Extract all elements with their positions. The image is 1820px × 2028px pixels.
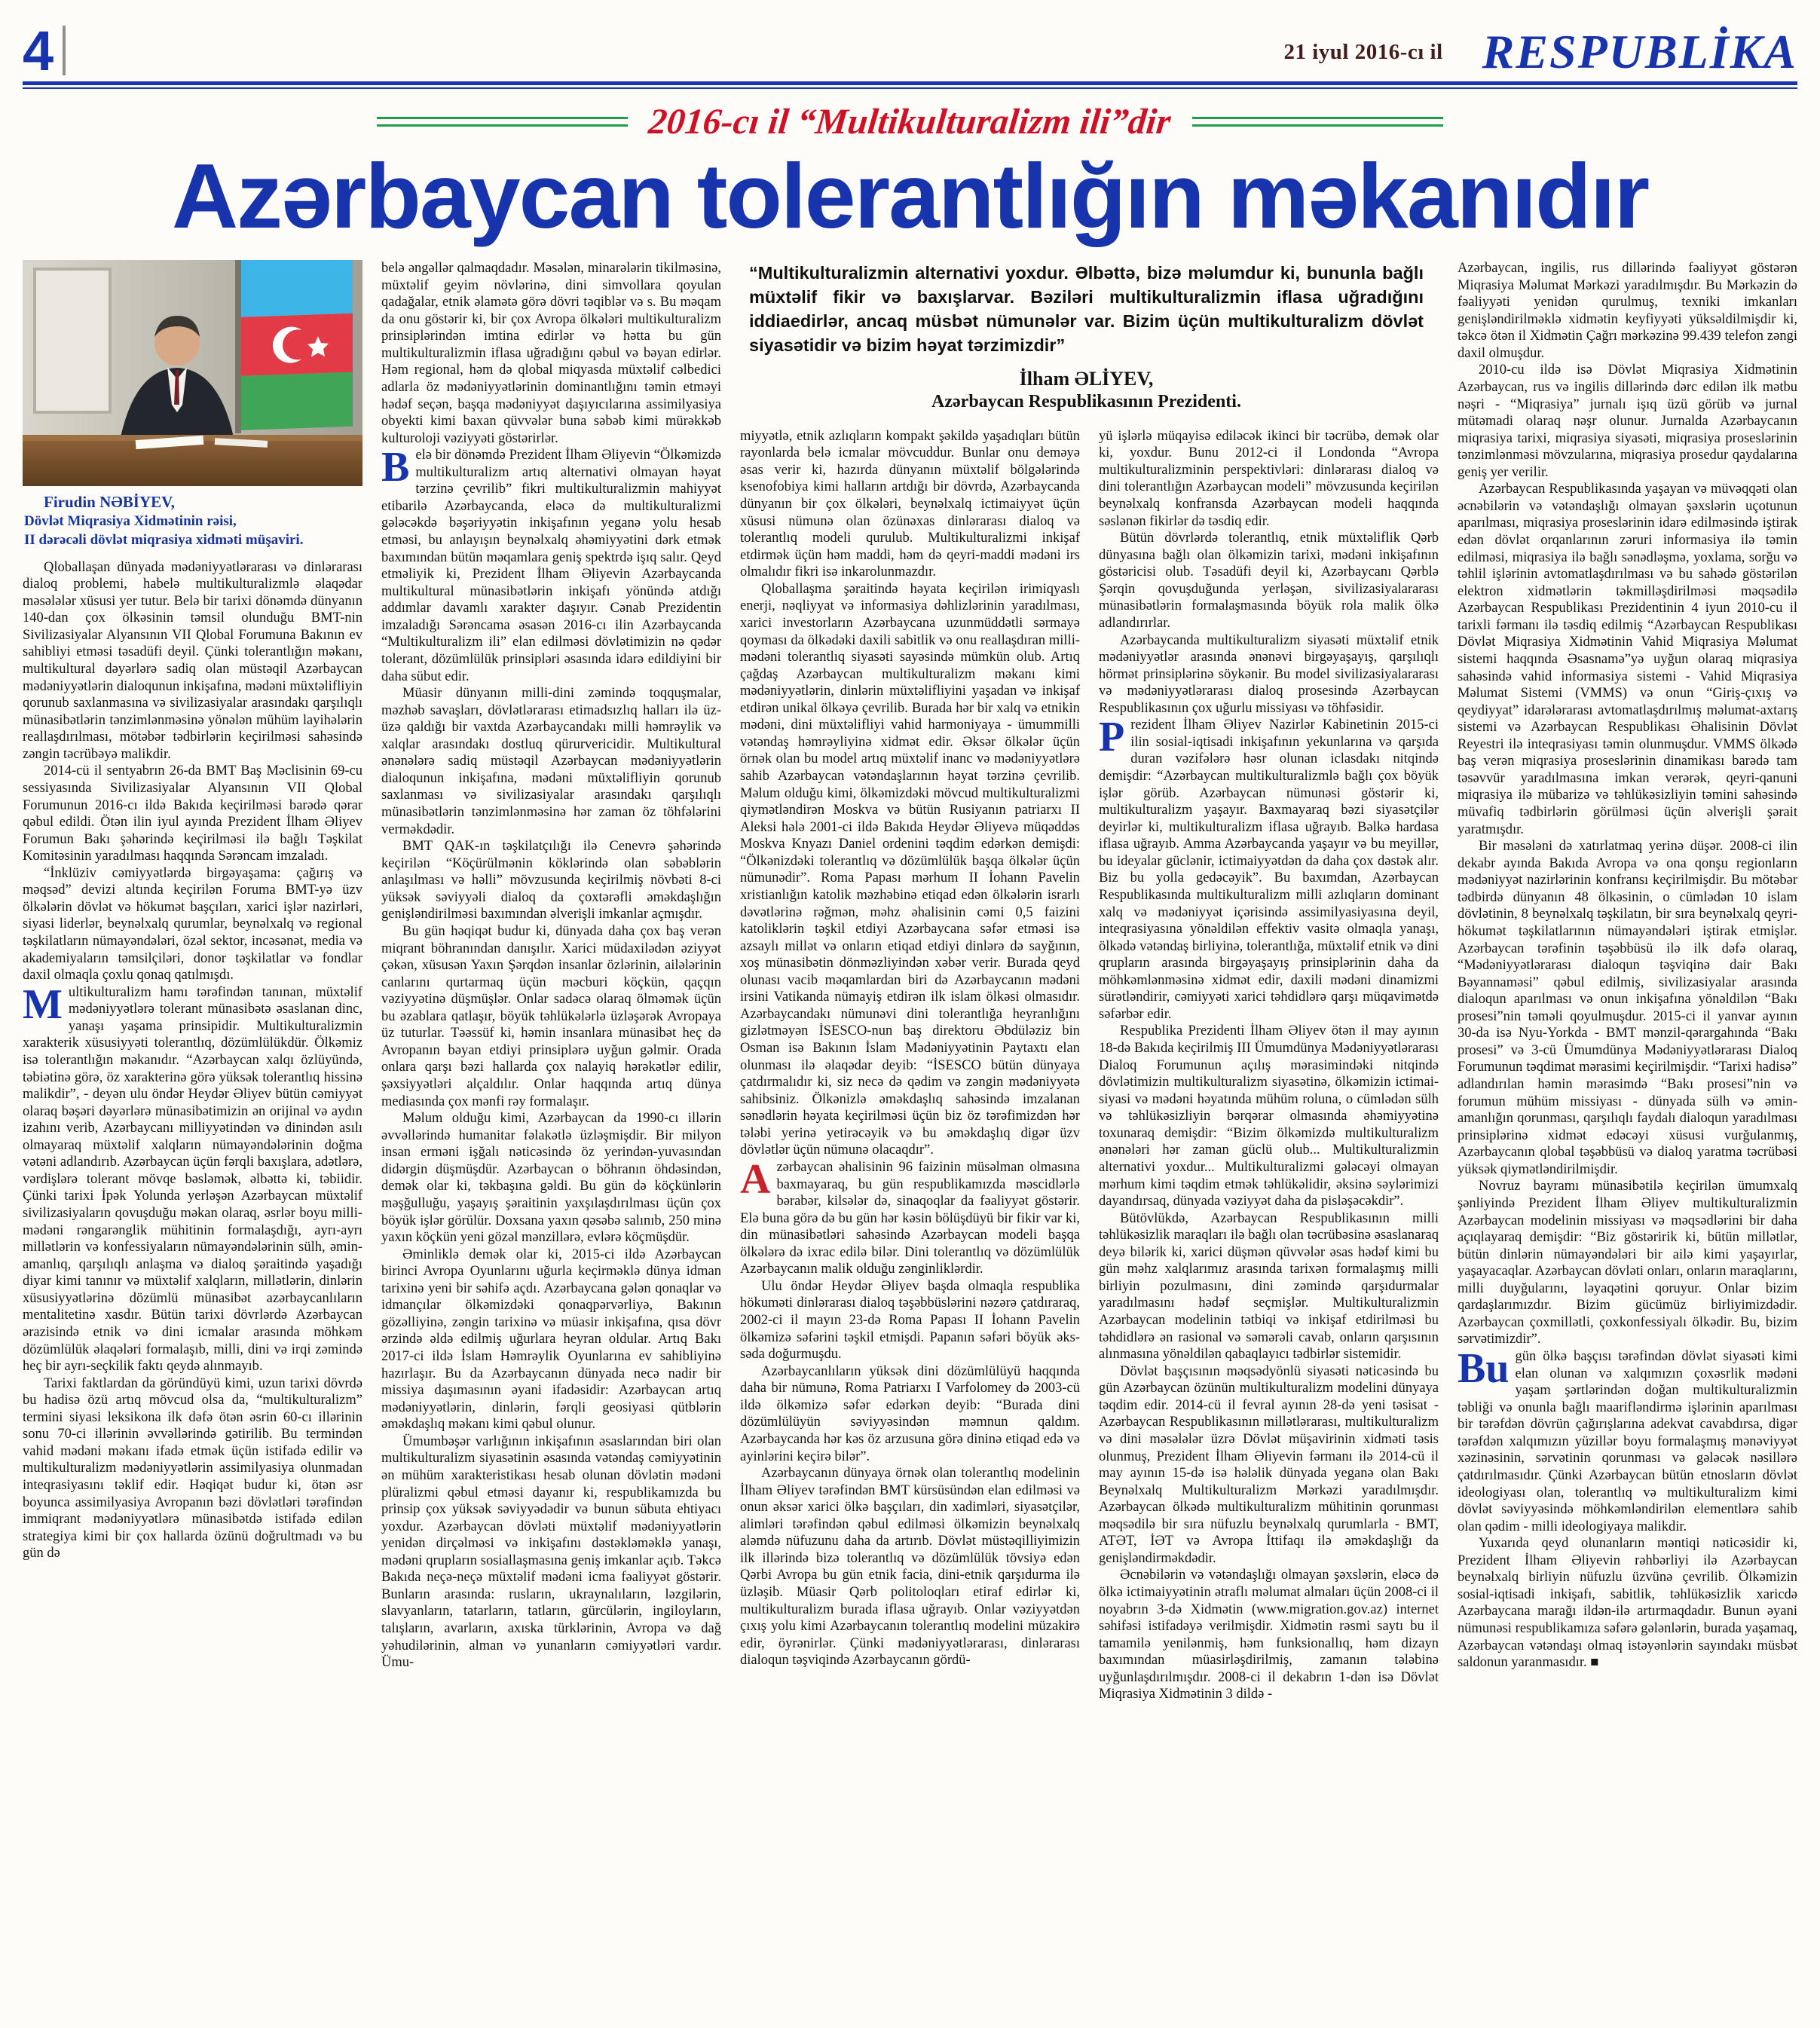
column-4 — [1099, 428, 1439, 2016]
body-paragraph: Yuxarıda qeyd olunanların məntiqi nəticəsidir ki, Prezident İlham Əliyevin rəhbərliyi ilə Azərbaycan beynəlxalq birliyin nüfuzlu üzvünə çevrilib. Ölkəmizin sosial-iqtisadi inkişafı, sabitlik, təhlükəsizlik xaricdə Azərbaycana marağı ildən-ilə artırmaqdadır. Bunun əyani nümunəsi respublikamıza səfərə gələnlərin, burada yaşamaq, Azərbaycan vətəndaşı olmaq istəyənlərin sayındakı müsbət saldonun yaranmasıdır. ■ — [1458, 1536, 1797, 1671]
body-paragraph: Müasir dünyanın milli-dini zəmində toqquşmalar, məzhəb savaşları, dövlətlərarası etimadsızlıq halları ilə üz-üzə qaldığı bir vaxtda Azərbaycandakı milli həmrəylik və xalqlar arasındakı dostluq qürurvericidir. Multikultural ənənələrə sadiq müstəqil Azərbaycan mədəniyyətlərin dialoqunun inkişafına, mədəni müxtəlifliyin qorunub saxlanması və sivilizasiyalar arasındakı qarşılıqlı münasibətlərin tənzimlənməsinə hər zaman öz töhfələrini verməkdədir. — [381, 686, 721, 837]
body-paragraph: Tarixi faktlardan da göründüyü kimi, uzun tarixi dövrdə bu hadisə özü artıq mövcud olsa da, “multikulturalizm” termini siyasi leksikona ilk dəfə ötən əsrin 60-cı illərinin sonu 70-ci illərinin əvvəllərində gətirilib. Bu termindən vahid mədəni məkanı ifadə etmək üçün istifadə edilir və multikulturalizm mədəniyyətlərin assimilyasiya olunmadan inteqrasiyasını təklif edir. Həqiqət budur ki, ötən əsr boyunca assimilyasiya Avropanın bəzi dövlətləri tərəfindən immiqrant mədəniyyətlərə münasibətdə istifadə edilən strategiya kimi bir çox hallarda özünü doğrultmadı və bu gün də — [23, 1375, 362, 1562]
drop-cap: Bu — [1458, 1345, 1510, 1392]
kicker-rule-right — [1192, 117, 1443, 127]
quote-text: “Multikulturalizmin alternativi yoxdur. Əlbəttə, bizə məlumdur ki, bununla bağlı müxtəlif fikir və baxışlarvar. Bəziləri multikulturalizmin iflasa uğradığını iddiaedirlər, ancaq müsbət nümunələr var. Bizim üçün multikulturalizm dövlət siyasətidir və bizim həyat tərzimizdir” — [749, 263, 1424, 355]
kicker-rule-left — [377, 117, 628, 127]
kicker-row — [377, 101, 1443, 142]
azerbaijani-flag — [235, 260, 353, 433]
caption-role-line: Dövlət Miqrasiya Xidmətinin rəisi, — [24, 513, 237, 530]
body-paragraph: 2014-cü il sentyabrın 26-da BMT Baş Məclisinin 69-cu sessiyasında Sivilizasiyalar Alyansının VII Qlobal Forumunun 2016-cı ildə Bakıda keçirilməsi barədə qərar qəbul edildi. Ötən ilin iyul ayında Prezident İlham Əliyev Forumun Bakı şəhərində keçirilməsi ilə bağlı Təşkilat Komitəsinin yaradılması haqqında Sərəncam imzaladı. — [23, 763, 362, 864]
page-number: 4 — [23, 19, 54, 82]
column-5 — [1458, 260, 1797, 2016]
body-paragraph: 2010-cu ildə isə Dövlət Miqrasiya Xidmətinin Azərbaycan, rus və ingilis dillərində dərc edilən ilk mətbu nəşri - “Miqrasiya” jurnalı işıq üzü görüb və jurnal mütəmadi olaraq nəşr olunur. Jurnalda Azərbaycanın miqrasiya tarixi, miqrasiya siyasəti, miqrasiya proseslərinin tənzimlənməsi mövzularına, miqrasiya prosedur qaydalarına geniş yer verilir. — [1458, 362, 1797, 480]
middle-columns — [740, 428, 1439, 2016]
body-paragraph: Belə bir dönəmdə Prezident İlham Əliyevin “Ölkəmizdə multikulturalizm artıq alternativi olmayan həyat tərzinə çevrilib” fikri multikulturalizmin mahiyyət etibarilə Azərbaycanda, eləcə də multikulturalizmi gələcəkdə bəşəriyyətin inkişafının yeganə yolu hesab etməsi, bu anlayışın beynəlxalq əhəmiyyətini dərk etmək baxımından bütün məqamlara geniş spektrdə işıq salır. Qeyd etməliyik ki, Prezident İlham Əliyevin Azərbaycanda multikultural münasibətlərin inkişafı yönündə atdığı addımlar davamlı xarakter daşıyır. Cənab Prezidentin imzaladığı Sərəncama əsasən 2016-cı ilin Azərbaycanda “Multikulturalizm ili” elan edilməsi dövlətimizin nə qədər tolerant, dözümlülük prinsipləri əsasında idarə edildiyini bir daha sübut edir. — [381, 444, 721, 684]
body-paragraph: yü işlərlə müqayisə ediləcək ikinci bir təcrübə, demək olar ki, yoxdur. Bunu 2012-ci il Londonda “Avropa multikulturalizminin perspektivləri: dinlərarası dialoq və dini tolerantlığın Azərbaycan modeli” mövzusunda keçirilən beynəlxalq konfransda Azərbaycan modeli haqqında səslənən fikirlər də təsdiq edir. — [1099, 428, 1439, 529]
page-number-divider — [63, 26, 66, 75]
quote-author: İlham ƏLİYEV, — [1019, 367, 1154, 390]
header-right — [1283, 25, 1797, 79]
photo-firudin-nabiyev — [23, 260, 362, 486]
drop-cap: A — [740, 1155, 771, 1203]
body-paragraph: “İnklüziv cəmiyyətlərdə birgəyaşama: çağırış və məqsəd” devizi altında keçirilən Foruma BMT-yə üzv ölkələrin dövlət və hökumət başçıları, xarici işlər nazirləri, siyasi liderlər, beynəlxalq qurumlar, beynəlxalq və regional təşkilatların nümayəndələri, özəl sektor, incəsənət, media və akademiyaların təmsilçiləri, donor təşkilatlar və fondlar daxil olmaqla çoxlu qonaq qatılmışdı. — [23, 865, 362, 983]
body-paragraph: Multikulturalizm hamı tərəfindən tanınan, müxtəlif mədəniyyətlərə tolerant münasibətə əsaslanan dinc, yanaşı yaşama prinsipidir. Multikulturalizmin xarakterik xüsusiyyəti tolerantlıq, dözümlülükdür. Ölkəmiz isə tolerantlığın məkanıdır. “Azərbaycan xalqı özlüyündə, təbiətinə görə, öz xarakterinə görə yüksək tolerantlıq hissinə malikdir”, - deyən ulu öndər Heydər Əliyev bütün cəmiyyət olaraq bəşəri dəyərlərə münasibətimizin ən orijinal və aydın izahını verib, Azərbaycanı milliyyətindən və dinindən asılı olmayaraq müxtəlif xalqların nümayəndələrinin doğma vətəni adlandırıb. Azərbaycan üçün fərqli baxışlara, adətlərə, vərdişlərə tolerant mövqe bəsləmək, əlbəttə ki, təbiidir. Çünki tarixi İpək Yolunda yerləşən Azərbaycan müxtəlif sivilizasiyaların qovuşduğu məkan olaraq, əsrlər boyu milli-mədəni rəngarənglik mühitinin formalaşdığı, ayrı-ayrı millətlərin və konfessiyaların nümayəndələrinin sülh, əmin-amanlıq, qarşılıqlı anlaşma və dialoq şəraitində yaşadığı diyar kimi tanınır və müxtəlif xalqların, millətlərin, dinlərin xüsusiyyətlərinə dözümlü münasibət azərbaycanlıların mentalitetinə xasdır. Bütün tarixi dövrlərdə Azərbaycan ərazisində etnik və dini icmalar arasında möhkəm dözümlülük əlaqələri formalaşıb, milli, dini və irqi zəmində heç bir ayrı-seçkilik faktı qeydə alınmayıb. — [23, 980, 362, 1375]
body-paragraph: Bu gün həqiqət budur ki, dünyada daha çox baş verən miqrant böhranından danışılır. Xarici müdaxilədən əziyyət çəkən, xüsusən Yaxın Şərqdən insanlar özlərinin, ailələrinin canlarını qurtarmaq üçün məcburi köçkün, qaçqın vəziyyətinə düşmüşlər. Onlar sadəcə olaraq ölməmək üçün bu əzablara qatlaşır, böyük təhlükələrlə üzləşərək Avropaya üz tuturlar. Təəssüf ki, həmin insanlara münasibət heç də Avropanın bəyan etdiyi prinsiplərə uyğun gəlmir. Orada onlara qarşı bəzi hallarda çox nalayiq hərəkətlər edilir, şəxsiyyətləri alçaldılır. Onlar haqqında artıq dünya mediasında çox mənfi rəy formalaşır. — [381, 923, 721, 1109]
body-paragraph: Əminliklə demək olar ki, 2015-ci ildə Azərbaycan birinci Avropa Oyunlarını uğurla keçirməklə dünya idman tarixinə yeni bir səhifə açdı. Azərbaycana gələn qonaqlar və idmançılar ölkəmizdəki qonaqpərvərliyə, Bakının gözəlliyinə, zəngin tarixinə və müasir inkişafına, qısa dövr ərzində əldə edilmiş uğurlara heyran oldular. Artıq Bakı 2017-ci ildə İslam Həmrəylik Oyunlarına ev sahibliyinə hazırlaşır. Bu da Azərbaycanın dünyada necə nadir bir missiya daşımasının əyani ifadəsidir: Azərbaycan artıq mədəniyyətlərin, dinlərin, fərqli geosiyasi qütblərin əməkdaşlıq məkanı kimi qəbul olunur. — [381, 1246, 721, 1433]
body-paragraph: Azərbaycanın dünyaya örnək olan tolerantlıq modelinin İlham Əliyev tərəfindən BMT kürsüsündən elan edilməsi və onun əksər xarici ölkə başçıları, din xadimləri, siyasətçilər, alimləri tərəfindən qəbul edilməsi ölkəmizin beynəlxalq aləmdə nüfuzunu daha da artırıb. Dövlət müstəqilliyimizin ilk illərində bizə tolerantlıq və dözümlülük tövsiyə edən Qərbi Avropa bu gün etnik facia, dini-etnik qarşıdurma ilə üzləşib. Müasir Qərb politoloqları etiraf edirlər ki, multikulturalizm burada iflasa uğrayıb. Onlar vəziyyətdən çıxış yolu kimi Azərbaycanın tolerantlıq modelini müzakirə edir, öyrənirlər. Çünki mədəniyyətlərarası, dinlərarası dialoqun təşviqində Azərbaycanın gördü- — [740, 1466, 1080, 1669]
body-paragraph: Qloballaşma şəraitində həyata keçirilən irimiqyaslı enerji, nəqliyyat və informasiya dəhlizlərinin yaradılması, xarici investorların Azərbaycana uzunmüddətli sərmayə qoyması da ölkədəki daxili sabitlik və onu reallaşdıran milli-mədəni tolerantlıq siyasəti sayəsində mümkün olub. Artıq çağdaş Azərbaycan multikulturalizm məkanı kimi mədəniyyətlərin, dinlərin müxtəlifliyini yaşadan və inkişaf etdirən unikal ölkəyə çevrilib. Burada hər bir xalq və etnikin mədəni, dini müxtəlifliyi vahid harmoniyaya - ümummilli vətəndaş həmrəyliyinə xidmət edir. Əksər ölkələr üçün örnək olan bu model artıq müxtəlif inanc və mədəniyyətlərə sahib Azərbaycan vətəndaşlarının həyat tərzinə çevrilib. Məlum olduğu kimi, ölkəmizdəki mövcud multikulturalizmi qiymətləndirən Moskva və bütün Rusiyanın patriarxı II Aleksi hələ 2001-ci ildə Bakıda Heydər Əliyevə müqəddəs Moskva Knyazı Daniel ordenini təqdim edərkən demişdi: “Ölkənizdəki tolerantlıq və dözümlülük başqa ölkələr üçün nümunədir”. Roma Papası mərhum II İohann Pavelin xristianlığın katolik məzhəbinə etiqad edən ölkələrin israrlı dəvətlərinə rəğmən, məhz əhalisinin cəmi 0,5 faizini katoliklərin təşkil etdiyi Azərbaycana səfər etməsi isə azsaylı millət və onların etiqad etdiyi dinlərə də sayğının, xoş münasibətin dönməzliyindən xəbər verir. Burada qeyd olunası vacib məqamlardan biri də Azərbaycanın mədəni irsini Vatikanda nümayiş etdirən ilk islam ölkəsi olmasıdır. Azərbaycandakı nümunəvi dini tolerantlığa heyranlığını gizlətməyən İSESCO-nun baş direktoru Əbdüləziz bin Osman isə Bakının İslam Mədəniyyətinin Paytaxtı elan olunması ilə əlaqədar deyib: “İSESCO bütün dünyaya çatdırmalıdır ki, siz necə də qədim və zəngin mədəniyyətə sahibsiniz. Ölkənizlə əməkdaşlıq sahəsində imzalanan sənədlərin həyata keçirilməsi üçün biz öz tərəfimizdən hər tələbi yerinə yetirəcəyik və bu əməkdaşlıq digər üzv dövlətlər üçün nümunə olacaqdır”. — [740, 581, 1080, 1158]
drop-cap: M — [23, 980, 63, 1028]
caption-name: Firudin NƏBİYEV, — [44, 493, 175, 511]
body-paragraph: Novruz bayramı münasibətilə keçirilən ümumxalq şənliyində Prezident İlham Əliyev multikulturalizmin Azərbaycan modelinin missiyası və məqsədlərini bir daha açıqlayaraq demişdir: “Biz göstəririk ki, bütün millətlər, bütün dinlərin nümayəndələri bir ailə kimi yaşayırlar, yaşayacaqlar. Azərbaycan dövləti onları, onların maraqlarını, milli duyğularını, ləyaqətini qoruyur. Onlar bizim qardaşlarımızdır. Bizim gücümüz birliyimizdədir. Azərbaycan çoxmillətli, çoxkonfessiyalı ölkədir. Bu, bizim sərvətimizdir”. — [1458, 1179, 1797, 1347]
body-paragraph: Əcnəbilərin və vətəndaşlığı olmayan şəxslərin, eləcə də ölkə ictimaiyyətinin ətraflı məlumat almaları üçün 2008-ci il noyabrın 3-də Xidmətin (www.migration.gov.az) internet səhifəsi istifadəyə verilmişdir. Xidmətin rəsmi saytı bu il tamamilə yenilənmiş, həm funksionallıq, həm dizayn baxımından müasirləşdirilmiş, zamanın tələbinə uyğunlaşdırılmışdır. 2008-ci il dekabrın 1-dən isə Dövlət Miqrasiya Xidmətinin 3 dildə - — [1099, 1568, 1439, 1702]
body-paragraph: Azərbaycan Respublikasında yaşayan və müvəqqəti olan əcnəbilərin və vətəndaşlığı olmayan şəxslərin uçotunun aparılması, miqrasiya proseslərinin idarə edilməsində iştirak edən dövlət orqanlarının zəruri informasiya ilə təmin edilməsi, miqrasiya ilə bağlı sənədləşmə, yoxlama, sorğu və təhlil işlərinin avtomatlaşdırılması və bu sahədə göstərilən elektron xidmətlərin təkmilləşdirilməsi məqsədilə Azərbaycan Respublikası Prezidentinin 4 iyun 2010-cu il tarixli fərmanı ilə təsdiq edilmiş “Azərbaycan Respublikası Dövlət Miqrasiya Xidmətinin Vahid Miqrasiya Məlumat sistemi haqqında Əsasnamə”yə uyğun olaraq miqrasiya sahəsində vahid informasiya sistemi - Vahid Miqrasiya Məlumat Sistemi (VMMS) və onun “Giriş-çıxış və qeydiyyat” idarələrarası avtomatlaşdırılmış məlumat-axtarış sistemi və Azərbaycan Respublikası Əhalisinin Dövlət Reyestri ilə inteqrasiyası təmin olunmuşdur. VMMS ölkədə baş verən miqrasiya proseslərinin dinamikası barədə tam təsəvvür yaradılmasına imkan verərək, qeyri-qanuni miqrasiya ilə mübarizə və təhlükəsizliyin təmini sahəsində müvafiq tədbirlərin görülməsi üçün əlverişli şərait yaratmışdır. — [1458, 482, 1797, 837]
body-paragraph: Ümumbəşər varlığının inkişafının əsaslarından biri olan multikulturalizm siyasətinin əsasında vətəndaş cəmiyyətinin ən mühüm xarakteristikası hesab olunan dövlətin mədəni plüralizmi qəbul etməsi dayanır ki, respublikamızda bu prinsip çox yüksək səviyyədədir və bunun sübuta ehtiyacı yoxdur. Azərbaycan dövləti müxtəlif mədəniyyətlərin yenidən dirçəlməsi və inkişafını dəstəkləməklə yanaşı, mədəni qrupların sosiallaşmasına geniş imkanlar açıb. Təkcə Bakıda neçə-neçə müxtəlif mədəni icma fəaliyyət göstərir. Bunların arasında: rusların, ukraynalıların, ləzgilərin, slavyanların, tatarların, tatların, gürcülərin, ingiloyların, talışların, avarların, axıska türklərinin, Avropa və dağ yəhudilərinin, alman və yunanların cəmiyyətləri vardır. Ümu- — [381, 1433, 721, 1671]
window — [35, 269, 110, 412]
body-paragraph: Bu gün ölkə başçısı tərəfindən dövlət siyasəti kimi elan olunan və xalqımızın çoxəsrlik mədəni yaşam şərtlərindən doğan multikulturalizmin təbliği və onunla bağlı maarifləndirmə işlərinin aparılması bir tərəfdən dövrün çağırışlarına adekvat cavabdırsa, digər tərəfdən xalqımızın yüzillər boyu formalaşmış mənəviyyət xəzinəsinin, sərvətinin qorunması və gələcək nəsillərə çatdırılmasıdır. Çünki Azərbaycan bütün etnosların dövlət ideologiyası olan, tolerantlıq və multikulturalizm kimi dövlət səviyyəsində möhkəmləndirilən elementlərə sahib olan qədim - milli ideologiyaya malikdir. — [1458, 1345, 1797, 1534]
body-paragraph: BMT QAK-ın təşkilatçılığı ilə Cenevrə şəhərində keçirilən “Köçürülmənin köklərində olan səbəblərin anlaşılması və həlli” mövzusunda keçirilmiş növbəti 8-ci yüksək səviyyəli dialoq da çoxtərəfli əməkdaşlığın genişləndirilməsi baxımından əlverişli imkanlar açmışdır. — [381, 839, 721, 922]
body-paragraph: Bir məsələni də xatırlatmaq yerinə düşər. 2008-ci ilin dekabr ayında Bakıda Avropa və ona qonşu regionların mədəniyyət nazirlərinin konfransı keçirilmişdir. Bu mötəbər tədbirdə dünyanın 48 ölkəsinin, o cümlədən 10 islam dövlətinin, 8 beynəlxalq təşkilatın, bir sıra beynəlxalq qeyri-hökumət təşkilatlarının nümayəndələri iştirak etmişlər. Azərbaycan tərəfinin təşəbbüsü ilə ilk dəfə olaraq, “Mədəniyyətlərarası dialoqun təşviqinə dair Bakı Bəyannaməsi” qəbul edilmiş, sivilizasiyalar arasında dialoqun aparılması və onun inkişafına yönəldilən “Bakı prosesi”nin təməli qoyulmuşdur. 2015-ci il yanvar ayının 30-da isə Nyu-Yorkda - BMT mənzil-qərargahında “Bakı prosesi” və 3-cü Ümumdünya Mədəniyyətlərarası Dialoq Forumunun təqdimat mərasimi keçirilmişdir. “Tarixi hadisə” adlandırılan həmin mərasimdə “Bakı prosesi”nin və forumun mühüm missiyası - dünyada sülh və əmin-amanlığın qorunması, qarşılıqlı faydalı dialoqun yaradılması prinsiplərinə xidmət edəcəyi xüsusi vurğulanmış, Azərbaycanın qlobal təşəbbüsü və dialoq yaratma təcrübəsi yüksək qiymətləndirilmişdir. — [1458, 839, 1797, 1177]
body-paragraph: Dövlət başçısının məqsədyönlü siyasəti nəticəsində bu gün Azərbaycan özünün multikulturalizm modelini dünyaya təqdim edir. 2014-cü il fevral ayının 28-də yeni təsisat - Azərbaycan Respublikasının millətlərarası, multikulturalizm və dini məsələlər üzrə Dövlət müşavirinin xidməti təsis olunmuş, Prezident İlham Əliyevin fərmanı ilə 2014-cü il may ayının 15-də isə hələlik dünyada yeganə olan Bakı Beynəlxalq Multikulturalizm Mərkəzi yaradılmışdır. Azərbaycan ölkədə multikulturalizm mühitinin qorunması məqsədilə bir sıra nüfuzlu beynəlxalq qurumlarla - BMT, ATƏT, İƏT və Avropa İttifaqı ilə əməkdaşlığı da genişləndirməkdədir. — [1099, 1363, 1439, 1566]
header-rule — [23, 81, 1797, 89]
kicker-text: 2016-cı il “Multikulturalizm ili”dir — [647, 102, 1173, 142]
body-paragraph: Azərbaycanda multikulturalizm siyasəti müxtəlif etnik mədəniyyətlər arasında ənənəvi birgəyaşayış, qarşılıqlı hörmət prinsiplərinə söykənir. Bu model sivilizasiyalararası və mədəniyyətlərarası dialoq prosesində Azərbaycan Respublikasının çox uğurlu missiyası və töhfəsidir. — [1099, 632, 1439, 716]
photo-caption — [24, 492, 361, 550]
middle-section — [740, 260, 1439, 2016]
column-1 — [23, 260, 362, 2016]
body-paragraph: Azərbaycan əhalisinin 96 faizinin müsəlman olmasına baxmayaraq, bu gün respublikamızda məscidlərlə bərabər, kilsələr də, sinaqoqlar da fəaliyyət göstərir. Elə buna görə də bu gün hər kəsin bölüşdüyü bir fikir var ki, din münasibətləri sahəsində Azərbaycan modeli başqa ölkələrə də ixrac edilə bilər. Dini tolerantlıq və dözümlülük Azərbaycanın malik olduğu zənginliklərdir. — [740, 1155, 1080, 1277]
drop-cap: B — [381, 444, 410, 491]
body-paragraph: Bütün dövrlərdə tolerantlıq, etnik müxtəliflik Qərb dünyasına bağlı olan ölkəmizin tarixi, mədəni inkişafının göstəricisi olub. Təsadüfi deyil ki, Azərbaycanı Qərblə Şərqin qovuşduğunda yerləşən, sivilizasiyalararası münasibətlərin formalaşmasında böyük rola malik ölkə adlandırırlar. — [1099, 531, 1439, 631]
caption-role-line: II dərəcəli dövlət miqrasiya xidməti müşaviri. — [24, 531, 304, 548]
flag-pole — [235, 260, 241, 433]
body-paragraph: Respublika Prezidenti İlham Əliyev ötən il may ayının 18-də Bakıda keçirilmiş III Ümumdünya Mədəniyyətlərarası Dialoq Forumunun açılış mərasimindəki nitqində dövlətimizin multikulturalizm siyasətinə, ölkəmizin ictimai-siyasi və mədəni həyatında mühüm roluna, o cümlədən sülh və təhlükəsizliyin bərqərar olmasında əhəmiyyətinə toxunaraq demişdir: “Bizim ölkəmizdə multikulturalizm ənənələri hər zaman güclü olub... Multikulturalizmin alternativi yoxdur... Multikulturalizmi gələcəyi olmayan mərhum kimi təqdim etmək təhlükəlidir, əksinə səylərimizi dayandırsaq, dünyada vəziyyət daha da pisləşəcəkdir”. — [1099, 1023, 1439, 1210]
page-number-block — [23, 19, 66, 82]
body-paragraph: Azərbaycan, ingilis, rus dillərində fəaliyyət göstərən Miqrasiya Məlumat Mərkəzi yaradılmışdır. Bu Mərkəzin də fəaliyyəti yenidən qurulmuş, texniki imkanları genişləndirilməklə xidmətin keyfiyyəti yüksəldilmişdir ki, təkcə ötən il Xidmətin Çağrı mərkəzinə 99.439 telefon zəngi daxil olmuşdur. — [1458, 261, 1797, 361]
column-3 — [740, 428, 1080, 2016]
quote-author-title: Azərbaycan Respublikasının Prezidenti. — [931, 391, 1241, 411]
photo-illustration — [23, 260, 362, 486]
body-paragraph: miyyətlə, etnik azlıqların kompakt şəkildə yaşadıqları bütün rayonlarda belə icmalar mövcuddur. Bunlar onu deməyə əsas verir ki, hazırda dünyanın müxtəlif bölgələrində ksenofobiya kimi halların artdığı bir dövrdə, Azərbaycanda dünyanın bir çox ölkələri, beynəlxalq ictimaiyyət üçün xüsusi nümunə olan özünəxas dinlərarası dialoq və tolerantlıq modeli qurulub. Multikulturalizmi inkişaf etdirmək üçün həm maddi, həm də qeyri-maddi mədəni irs olmalıdır fikri isə inkarolunmazdır. — [740, 428, 1080, 580]
body-paragraph: Qloballaşan dünyada mədəniyyətlərarası və dinlərarası dialoq problemi, habelə multikulturalizmlə əlaqədar məsələlər xüsusi yer tutur. Belə bir tarixi dönəmdə dünyanın 140-dan çox ölkəsinin təmsil olunduğu BMT-nin Sivilizasiyalar Alyansının VII Qlobal Forumuna Bakının ev sahibliyi etməsi təsadüfi deyil. Çünki tolerantlığın məkanı, multikultural dəyərlərə sadiq olan müstəqil Azərbaycan mədəniyyətlərin dialoqunun inkişafına, mədəni müxtəlifliyin qorunub saxlanmasına və sivilizasiyalar arasındakı qarşılıqlı münasibətlərin tənzimlənməsinə yönələn mühüm layihələrin reallaşdırılması, mötəbər tədbirlərin keçirilməsi sahəsində zəngin təcrübəyə malikdir. — [23, 559, 362, 762]
body-paragraph: Məlum olduğu kimi, Azərbaycan da 1990-cı illərin əvvəllərində humanitar fəlakətlə üzləşmişdir. Bir milyon insan erməni işğalı nəticəsində öz yerindən-yuvasından didərgin düşmüşdür. Azərbaycan o böhranın öhdəsindən, demək olar ki, təkbaşına gəldi. Bu gün də köçkünlərin məşğulluğu, yaşayış şəraitinin yaxşılaşdırılması üçün çox böyük işlər görülür. Doxsana yaxın qəsəbə salınıb, 250 minə yaxın köçkün yeni gözəl mənzillərə, evlərə köçmüşdür. — [381, 1111, 721, 1246]
body-paragraph: Prezident İlham Əliyev Nazirlər Kabinetinin 2015-ci ilin sosial-iqtisadi inkişafının yekunlarına və qarşıda duran vəzifələrə həsr olunan iclasdakı nitqində demişdir: “Azərbaycan multikulturalizmlə bağlı çox böyük işlər görüb. Azərbaycan nümunəsi göstərir ki, multikulturalizm yaşayır. Baxmayaraq bəzi siyasətçilər deyirlər ki, multikulturalizm iflasa uğrayıb. Bəlkə hardasa iflasa uğrayıb. Amma Azərbaycanda yaşayır və bu meyillər, bu ideyalar güclənir, ictimaiyyətdən də daha çox dəstək alır. Biz bu yolla gedəcəyik”. Bu baxımdan, Azərbaycan Respublikasında multikulturalizm milli azlıqların dominant xalq və mədəniyyət içərisində assimilyasiyasına deyil, inteqrasiyasına yönəldilən effektiv vasitə olmaqla yanaşı, ölkədə vətəndaş birliyinə, tolerantlığa, müxtəlif etnik və dini qrupların arasında birgəyaşayış prinsiplərinin daha da möhkəmlənməsinə xidmət edir, daxili mədəni dinamizmi sürətləndirir, cəmiyyəti xarici təhdidlərə qarşı müqavimətdə səfərbər edir. — [1099, 714, 1439, 1022]
issue-date: 21 iyul 2016-cı il — [1283, 40, 1443, 64]
article-body — [23, 260, 1797, 2016]
column-2 — [381, 260, 721, 2016]
masthead: RESPUBLİKA — [1482, 25, 1797, 79]
page-header — [23, 11, 1797, 82]
body-paragraph: Ulu öndər Heydər Əliyev başda olmaqla respublika hökuməti dinlərarası dialoq təşəbbüslərini nəzərə çatdıraraq, 2002-ci il mayın 23-də Roma Papası II İohann Pavelin ölkəmizə səfərini təşkil etmişdi. Papanın səfəri böyük əks-səda doğurmuşdu. — [740, 1278, 1080, 1363]
body-paragraph: belə əngəllər qalmaqdadır. Məsələn, minarələrin tikilməsinə, müxtəlif geyim növlərinə, dini simvollara qoyulan qadağalar, etnik əlamətə görə dövri təqiblər və s. Bu məqam da onu göstərir ki, bir çox Avropa ölkələri multikulturalizm prinsiplərindən imtina edirlər və hətta bu gün multikulturalizmin iflasa uğradığını qəbul və bəyan edirlər. Həm regional, həm də qlobal miqyasda müxtəlif cəlbedici adlarla öz mədəniyyətlərinin dominantlığını təmin etməyi hədəf seçən, başqa mədəniyyət daşıyıcılarına assimilyasiya obyekti kimi baxan qüvvələr buna səbəb kimi mürəkkəb kulturoloji vəziyyəti göstərirlər. — [381, 261, 721, 446]
desk — [23, 441, 362, 486]
main-headline: Azərbaycan tolerantlığın məkanıdır — [171, 145, 1649, 247]
pull-quote — [740, 260, 1439, 421]
body-paragraph: Azərbaycanlıların yüksək dini dözümlülüyü haqqında daha bir nümunə, Roma Patriarxı I Varfolomey də 2003-cü ildə ölkəmizə səfər edərkən deyib: “Burada dini dözümlülüyün səviyyəsindən məmnun qaldım. Azərbaycanda hər kəs öz arzusuna görə dininə etiqad edə və ayinlərini keçirə bilər”. — [740, 1363, 1080, 1464]
column-1-text — [23, 559, 362, 1562]
drop-cap: P — [1099, 714, 1125, 761]
body-paragraph: Bütövlükdə, Azərbaycan Respublikasının milli təhlükəsizlik maraqları ilə bağlı olan təcrübəsinə əsaslanaraq deyə bilərik ki, xarici düşmən qüvvələr əsas hədəf kimi bu gün məhz xalqlarımız arasında tarixən formalaşmış milli birliyin pozulmasını, dini zəmində qarşıdurmalar yaradılmasını hədəf seçmişlər. Multikulturalizmin Azərbaycan modelinin tətbiqi və inkişaf etdirilməsi bu təhdidlərə ən rasional və səmərəli cavab, onların qarşısının alınmasına yönəldilən qabaqlayıcı tədbirlər sistemidir. — [1099, 1210, 1439, 1363]
